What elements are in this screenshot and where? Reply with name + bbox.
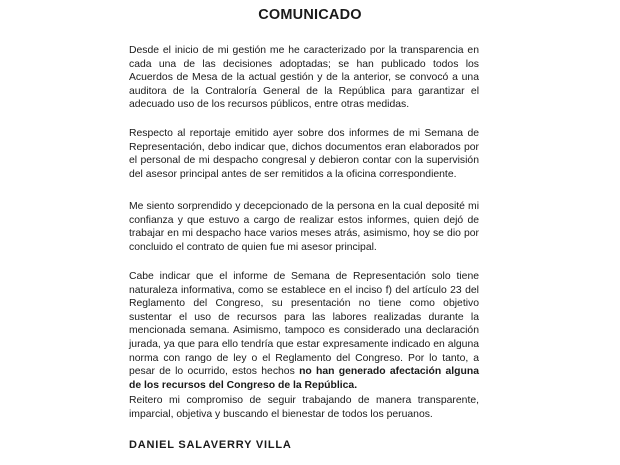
- paragraph-regulation-bold: no han generado afectación alguna de los recursos del Congreso de la República.: [129, 366, 479, 391]
- paragraph-regulation-text: Cabe indicar que el informe de Semana de Representación solo tiene naturaleza informativa, como se establece en el inciso f) del artículo 23 del Reglamento del Congreso, su presentación no tiene como objetivo sustentar el uso de recursos para las labores realizadas durante la mencionada semana. Asimismo, tampoco es considerado una declaración jurada, ya que para ello tendría que estar expresamente indicado en alguna norma con rango de ley o el Reglamento del Congreso. Por lo tanto, a pesar de lo ocurrido, estos hechos: [129, 271, 479, 378]
- signature: DANIEL SALAVERRY VILLA: [129, 439, 292, 451]
- paragraph-regulation: [129, 270, 479, 392]
- paragraph-transparency: Desde el inicio de mi gestión me he caracterizado por la transparencia en cada una de las decisiones adoptadas; se han publicado todos los Acuerdos de Mesa de la actual gestión y de la anterior, se convocó a una auditora de la Contraloría General de la República para garantizar el adecuado uso de los recursos públicos, entre otras medidas.: [129, 45, 479, 111]
- paragraph-disappointment: Me siento sorprendido y decepcionado de la persona en la cual deposité mi confianza y que estuvo a cargo de realizar estos informes, quien dejó de trabajar en mi despacho hace varios meses atrás, asimismo, hoy se dio por concluido el contrato de quien fue mi asesor principal.: [129, 201, 479, 253]
- paragraph-report: Respecto al reportaje emitido ayer sobre dos informes de mi Semana de Representación, debo indicar que, dichos documentos eran elaborados por el personal de mi despacho congresal y debieron contar con la supervisión del asesor principal antes de ser remitidos a la oficina correspondiente.: [129, 128, 479, 180]
- paragraph-commitment: Reitero mi compromiso de seguir trabajando de manera transparente, imparcial, objetiva y buscando el bienestar de todos los peruanos.: [129, 395, 479, 420]
- document-title: COMUNICADO: [258, 7, 362, 23]
